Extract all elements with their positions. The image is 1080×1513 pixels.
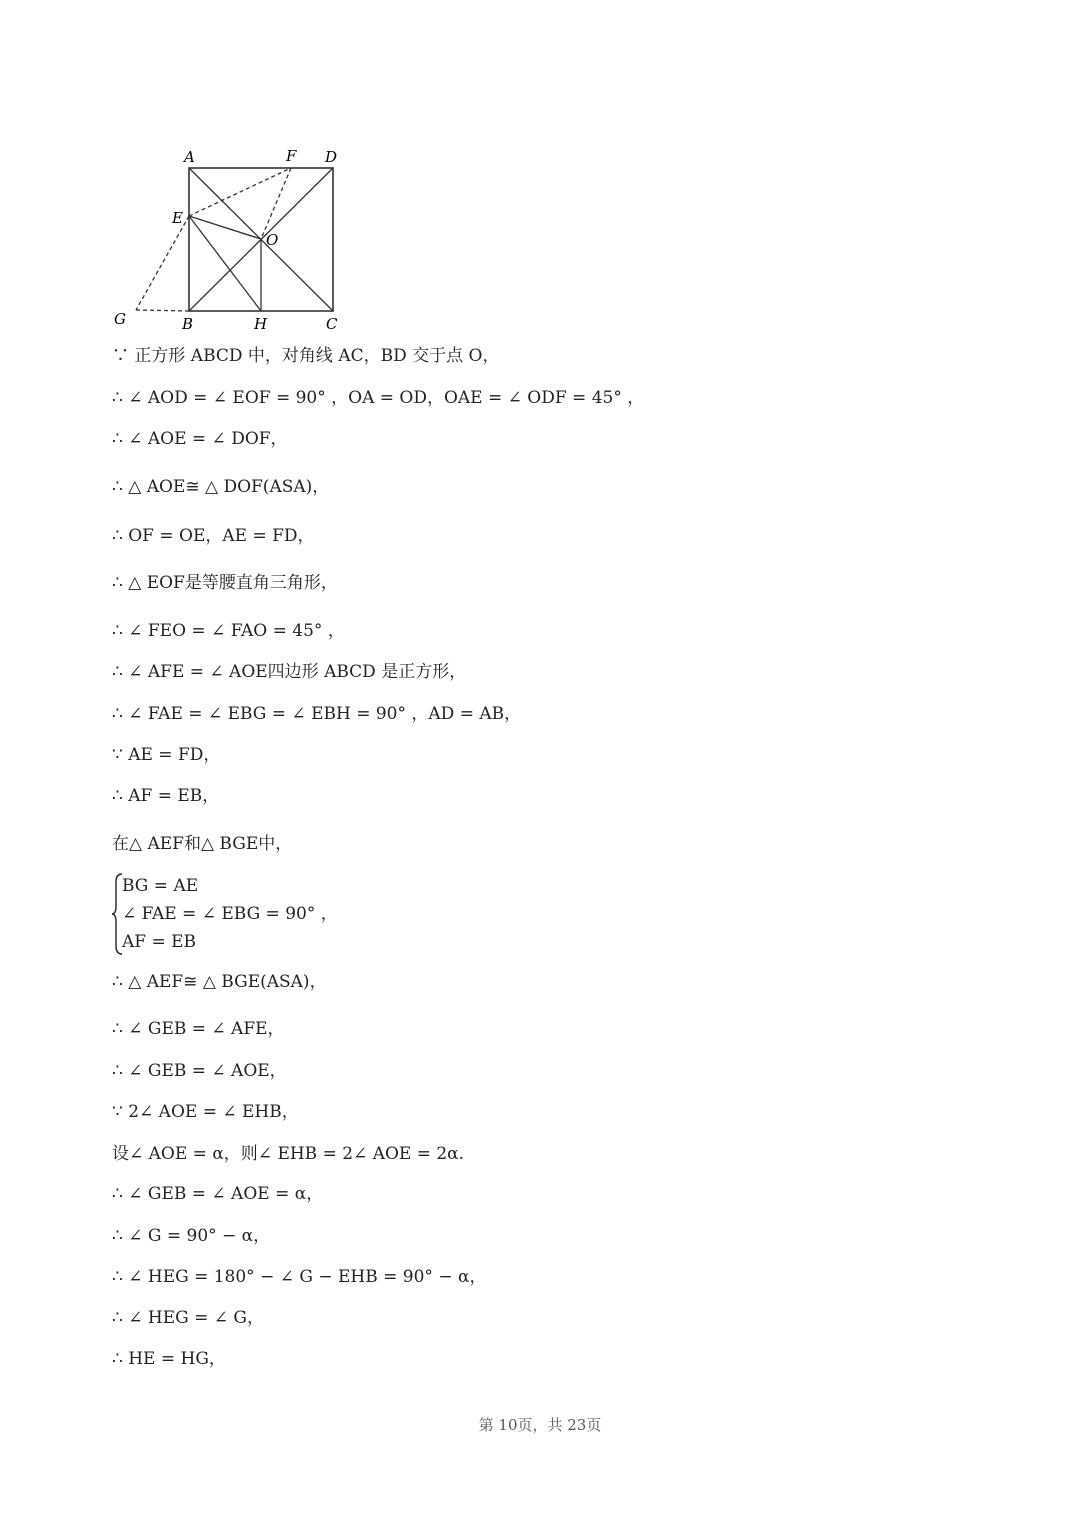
segment-eg-dashed <box>136 216 189 310</box>
proof-line: ∴ ∠ GEB = ∠ AOE = α， <box>112 1184 324 1204</box>
proof-line: ∴ ∠ FAE = ∠ EBG = ∠ EBH = 90° ，AD = AB， <box>112 704 522 724</box>
label-e: E <box>172 209 183 227</box>
proof-line: ∴ ∠ AOE = ∠ DOF， <box>112 429 288 449</box>
proof-line: ∴ OF = OE，AE = FD， <box>112 526 315 546</box>
segment-eo <box>189 216 261 239</box>
segment-ef-dashed <box>189 168 291 216</box>
equation-system <box>112 872 412 956</box>
page-number-footer: 第 10页，共 23页 <box>478 1416 602 1434</box>
proof-line: ∴ ∠ GEB = ∠ AOE， <box>112 1061 287 1081</box>
label-o: O <box>266 231 279 249</box>
proof-line: ∴ △ AOE≅ △ DOF(ASA)， <box>112 477 330 497</box>
geometry-figure <box>100 140 360 340</box>
proof-line: ∴ △ AEF≅ △ BGE(ASA)， <box>112 972 327 992</box>
label-a: A <box>184 148 195 166</box>
proof-line: ∵ 2∠ AOE = ∠ EHB， <box>112 1102 299 1122</box>
label-f: F <box>286 147 297 165</box>
proof-line: ∴ △ EOF是等腰直角三角形， <box>112 573 338 593</box>
label-d: D <box>325 148 338 166</box>
system-row: AF = EB <box>122 932 197 952</box>
proof-line: ∵ 正方形 ABCD 中，对角线 AC，BD 交于点 O， <box>112 346 500 366</box>
label-g: G <box>114 310 126 328</box>
proof-line: ∴ ∠ G = 90° − α， <box>112 1226 271 1246</box>
proof-line: ∴ ∠ GEB = ∠ AFE， <box>112 1019 285 1039</box>
label-h: H <box>254 315 268 333</box>
proof-line: ∵ AE = FD， <box>112 745 221 765</box>
proof-line: ∴ HE = HG， <box>112 1349 226 1369</box>
proof-line: ∴ ∠ HEG = 180° − ∠ G − EHB = 90° − α， <box>112 1267 487 1287</box>
proof-line: ∴ ∠ AFE = ∠ AOE四边形 ABCD 是正方形， <box>112 662 467 682</box>
proof-line: ∴ ∠ FEO = ∠ FAO = 45° ， <box>112 621 345 641</box>
proof-line: 设∠ AOE = α，则∠ EHB = 2∠ AOE = 2α. <box>112 1144 465 1164</box>
proof-line: ∴ ∠ HEG = ∠ G， <box>112 1308 264 1328</box>
label-c: C <box>326 315 338 333</box>
label-b: B <box>182 315 194 333</box>
segment-gb-dashed <box>136 310 189 311</box>
system-row: ∠ FAE = ∠ EBG = 90° ， <box>122 904 338 924</box>
segment-eh <box>189 216 261 311</box>
square-diagram <box>100 140 360 340</box>
segment-fo-dashed <box>261 168 291 239</box>
proof-line: ∴ ∠ AOD = ∠ EOF = 90° ，OA = OD，OAE = ∠ ODF = 45° ， <box>112 388 645 408</box>
proof-line: 在△ AEF和△ BGE中， <box>112 834 293 854</box>
proof-line: ∴ AF = EB， <box>112 786 220 806</box>
system-row: BG = AE <box>122 876 199 896</box>
